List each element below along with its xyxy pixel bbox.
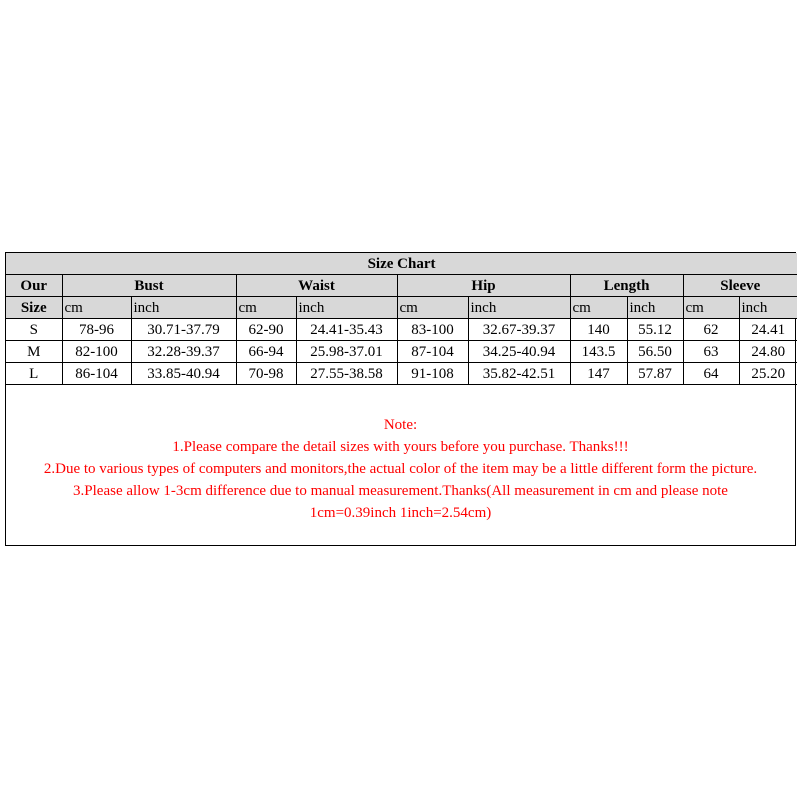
sleeve-header: Sleeve: [683, 275, 797, 297]
size-chart-table: [6, 253, 797, 385]
size-chart: [5, 252, 796, 546]
unit-header: cm: [62, 297, 131, 319]
size-cell: S: [6, 319, 62, 341]
unit-header: cm: [236, 297, 296, 319]
waist-header: Waist: [236, 275, 397, 297]
table-cell: 24.41: [739, 319, 797, 341]
note-line: 1.Please compare the detail sizes with yours before you purchase. Thanks!!!: [172, 439, 629, 455]
table-cell: 140: [570, 319, 627, 341]
table-cell: 25.98-37.01: [296, 341, 397, 363]
table-cell: 24.80: [739, 341, 797, 363]
note-heading: Note:: [383, 417, 418, 433]
table-cell: 78-96: [62, 319, 131, 341]
table-cell: 62-90: [236, 319, 296, 341]
table-cell: 147: [570, 363, 627, 385]
table-cell: 87-104: [397, 341, 468, 363]
title-row: [6, 253, 797, 275]
table-row: [6, 341, 797, 363]
table-cell: 55.12: [627, 319, 683, 341]
table-cell: 25.20: [739, 363, 797, 385]
unit-header: cm: [397, 297, 468, 319]
table-cell: 143.5: [570, 341, 627, 363]
table-cell: 62: [683, 319, 739, 341]
unit-header: inch: [296, 297, 397, 319]
table-cell: 56.50: [627, 341, 683, 363]
table-row: [6, 363, 797, 385]
table-cell: 63: [683, 341, 739, 363]
size-cell: M: [6, 341, 62, 363]
table-cell: 82-100: [62, 341, 131, 363]
table-cell: 33.85-40.94: [131, 363, 236, 385]
table-cell: 66-94: [236, 341, 296, 363]
table-cell: 32.67-39.37: [468, 319, 570, 341]
unit-header: inch: [739, 297, 797, 319]
table-cell: 27.55-38.58: [296, 363, 397, 385]
table-cell: 64: [683, 363, 739, 385]
length-header: Length: [570, 275, 683, 297]
size-label: Size: [6, 297, 62, 319]
bust-header: Bust: [62, 275, 236, 297]
note-line: 2.Due to various types of computers and monitors,the actual color of the item may be a little different form the picture.: [43, 461, 758, 477]
size-cell: L: [6, 363, 62, 385]
table-cell: 83-100: [397, 319, 468, 341]
table-cell: 86-104: [62, 363, 131, 385]
table-cell: 57.87: [627, 363, 683, 385]
table-cell: 30.71-37.79: [131, 319, 236, 341]
unit-header: inch: [131, 297, 236, 319]
unit-header: cm: [683, 297, 739, 319]
table-cell: 24.41-35.43: [296, 319, 397, 341]
unit-header: inch: [468, 297, 570, 319]
table-cell: 91-108: [397, 363, 468, 385]
chart-title: Size Chart: [6, 253, 797, 275]
note-line: 1cm=0.39inch 1inch=2.54cm): [309, 505, 492, 521]
group-header-row: [6, 275, 797, 297]
hip-header: Hip: [397, 275, 570, 297]
our-size-label: Our: [6, 275, 62, 297]
notes-block: [6, 385, 795, 524]
note-line: 3.Please allow 1-3cm difference due to manual measurement.Thanks(All measurement in cm and please note: [73, 483, 728, 499]
table-cell: 32.28-39.37: [131, 341, 236, 363]
table-cell: 70-98: [236, 363, 296, 385]
table-cell: 34.25-40.94: [468, 341, 570, 363]
unit-header-row: [6, 297, 797, 319]
table-row: [6, 319, 797, 341]
table-cell: 35.82-42.51: [468, 363, 570, 385]
unit-header: cm: [570, 297, 627, 319]
unit-header: inch: [627, 297, 683, 319]
